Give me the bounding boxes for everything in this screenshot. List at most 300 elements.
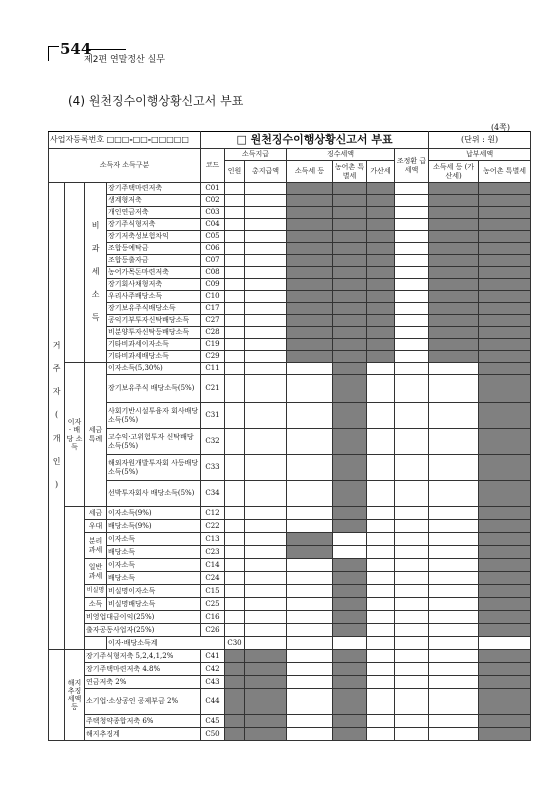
value-cell [479, 546, 531, 559]
row-code: C05 [201, 231, 225, 243]
value-cell [395, 291, 429, 303]
value-cell [225, 533, 245, 546]
value-cell [225, 207, 245, 219]
value-cell [429, 507, 479, 520]
value-cell [429, 403, 479, 429]
row-label: 기타비과세이자소득 [107, 339, 201, 351]
value-cell [245, 267, 287, 279]
value-cell [395, 520, 429, 533]
row-code: C21 [201, 375, 225, 403]
value-cell [479, 481, 531, 507]
table-row [49, 195, 531, 207]
value-cell [429, 663, 479, 676]
value-cell [429, 611, 479, 624]
table-row [49, 339, 531, 351]
value-cell [287, 351, 333, 363]
value-cell [287, 429, 333, 455]
value-cell [479, 339, 531, 351]
table-row [49, 243, 531, 255]
value-cell [429, 327, 479, 339]
value-cell [225, 327, 245, 339]
value-cell [367, 351, 395, 363]
table-row [49, 279, 531, 291]
value-cell [429, 559, 479, 572]
value-cell [245, 291, 287, 303]
value-cell [395, 279, 429, 291]
value-cell [245, 183, 287, 195]
value-cell [395, 546, 429, 559]
table-row [49, 303, 531, 315]
value-cell [245, 676, 287, 689]
table-row [49, 481, 531, 507]
value-cell [429, 375, 479, 403]
value-cell [429, 624, 479, 637]
value-cell [479, 637, 531, 650]
value-cell [429, 572, 479, 585]
header-withheld: 징수세액 [287, 149, 395, 161]
value-cell [395, 231, 429, 243]
row-label: 공익기부투자신탁배당소득 [107, 315, 201, 327]
row-label: 기타비과세배당소득 [107, 351, 201, 363]
row-label: 장기보유주식배당소득 [107, 303, 201, 315]
value-cell [479, 195, 531, 207]
value-cell [225, 663, 245, 676]
header-penalty: 가산세 [367, 161, 395, 183]
value-cell [333, 507, 367, 520]
value-cell [287, 559, 333, 572]
value-cell [333, 520, 367, 533]
page-corner-line [48, 46, 59, 61]
value-cell [395, 481, 429, 507]
value-cell [479, 520, 531, 533]
value-cell [333, 327, 367, 339]
row-label: 배당소득(9%) [107, 520, 201, 533]
value-cell [225, 231, 245, 243]
value-cell [367, 455, 395, 481]
value-cell [429, 650, 479, 663]
value-cell [367, 195, 395, 207]
value-cell [287, 689, 333, 715]
value-cell [225, 611, 245, 624]
row-code: C16 [201, 611, 225, 624]
table-row [49, 351, 531, 363]
value-cell [429, 183, 479, 195]
value-cell [429, 255, 479, 267]
row-label: 비실명배당소득 [107, 598, 201, 611]
value-cell [287, 327, 333, 339]
value-cell [225, 183, 245, 195]
value-cell [395, 598, 429, 611]
value-cell [245, 598, 287, 611]
value-cell [429, 351, 479, 363]
prefix-tax: 세금 [85, 507, 107, 520]
header-adjusted: 조정환 급세액 [395, 149, 429, 183]
row-code: C43 [201, 676, 225, 689]
value-cell [479, 585, 531, 598]
row-label: 농어가목돈마련저축 [107, 267, 201, 279]
value-cell [479, 663, 531, 676]
value-cell [429, 231, 479, 243]
value-cell [367, 611, 395, 624]
value-cell [367, 546, 395, 559]
value-cell [245, 559, 287, 572]
value-cell [287, 279, 333, 291]
value-cell [395, 207, 429, 219]
value-cell [367, 219, 395, 231]
value-cell [429, 728, 479, 741]
row-label: 사회기반시설투융자 회사배당소득(5%) [107, 403, 201, 429]
value-cell [333, 279, 367, 291]
value-cell [395, 624, 429, 637]
value-cell [429, 637, 479, 650]
value-cell [479, 533, 531, 546]
value-cell [429, 195, 479, 207]
table-row [49, 507, 531, 520]
value-cell [333, 715, 367, 728]
value-cell [245, 546, 287, 559]
row-code: C08 [201, 267, 225, 279]
value-cell [367, 255, 395, 267]
page-number-rule [86, 49, 126, 50]
value-cell [395, 585, 429, 598]
table-row [49, 572, 531, 585]
value-cell [225, 279, 245, 291]
table-row [49, 650, 531, 663]
value-cell [287, 572, 333, 585]
prefix-pref: 우대 [85, 520, 107, 533]
row-label: 주택청약종합저축 6% [85, 715, 201, 728]
value-cell [429, 598, 479, 611]
value-cell [333, 676, 367, 689]
value-cell [287, 598, 333, 611]
value-cell [367, 403, 395, 429]
value-cell [479, 363, 531, 375]
value-cell [287, 546, 333, 559]
value-cell [245, 637, 287, 650]
value-cell [287, 481, 333, 507]
table-row [49, 663, 531, 676]
value-cell [479, 728, 531, 741]
row-code: C09 [201, 279, 225, 291]
value-cell [479, 689, 531, 715]
value-cell [429, 207, 479, 219]
value-cell [225, 291, 245, 303]
row-label: 장기저축성보험차익 [107, 231, 201, 243]
value-cell [429, 279, 479, 291]
value-cell [395, 637, 429, 650]
value-cell [245, 507, 287, 520]
value-cell [429, 546, 479, 559]
value-cell [367, 183, 395, 195]
row-code: C19 [201, 339, 225, 351]
row-label: 이자소득(9%) [107, 507, 201, 520]
row-label: 장기주식형저축 5,2,4,1,2% [85, 650, 201, 663]
value-cell [225, 375, 245, 403]
value-cell [395, 303, 429, 315]
value-cell [287, 207, 333, 219]
row-label: 비분양투자신탁등배당소득 [107, 327, 201, 339]
value-cell [245, 611, 287, 624]
value-cell [333, 351, 367, 363]
value-cell [429, 429, 479, 455]
value-cell [479, 598, 531, 611]
row-label: 고수익·고위험투자 신탁배당소득(5%) [107, 429, 201, 455]
value-cell [395, 507, 429, 520]
value-cell [245, 375, 287, 403]
value-cell [367, 303, 395, 315]
value-cell [225, 559, 245, 572]
value-cell [287, 339, 333, 351]
group-unreal-income: 소득 [85, 598, 107, 611]
value-cell [333, 207, 367, 219]
value-cell [333, 303, 367, 315]
value-cell [245, 243, 287, 255]
value-cell [395, 455, 429, 481]
row-code: C15 [201, 585, 225, 598]
value-cell [333, 572, 367, 585]
value-cell [225, 429, 245, 455]
value-cell [367, 231, 395, 243]
value-cell [479, 279, 531, 291]
value-cell [245, 255, 287, 267]
value-cell [367, 291, 395, 303]
value-cell [287, 715, 333, 728]
value-cell [287, 375, 333, 403]
value-cell [395, 533, 429, 546]
value-cell [225, 195, 245, 207]
value-cell [429, 481, 479, 507]
row-code: C41 [201, 650, 225, 663]
value-cell [333, 559, 367, 572]
value-cell [245, 481, 287, 507]
table-row [49, 637, 531, 650]
value-cell [367, 624, 395, 637]
value-cell [333, 611, 367, 624]
regno-label: 사업자등록번호 [50, 135, 105, 145]
row-code: C24 [201, 572, 225, 585]
row-label: 해지추징계 [85, 728, 201, 741]
value-cell [479, 624, 531, 637]
page-number: 544 [60, 40, 92, 58]
value-cell [245, 585, 287, 598]
value-cell [225, 598, 245, 611]
value-cell [333, 363, 367, 375]
value-cell [225, 315, 245, 327]
value-cell [395, 403, 429, 429]
row-code: C26 [201, 624, 225, 637]
row-code: C11 [201, 363, 225, 375]
value-cell [367, 637, 395, 650]
value-cell [479, 327, 531, 339]
value-cell [395, 676, 429, 689]
value-cell [333, 728, 367, 741]
value-cell [479, 455, 531, 481]
table-row [49, 267, 531, 279]
header-payment: 납부세액 [429, 149, 531, 161]
value-cell [367, 533, 395, 546]
value-cell [245, 315, 287, 327]
value-cell [333, 231, 367, 243]
table-row [49, 315, 531, 327]
value-cell [287, 624, 333, 637]
row-code: C45 [201, 715, 225, 728]
header-paid: 소득지급 [225, 149, 287, 161]
value-cell [395, 650, 429, 663]
value-cell [479, 403, 531, 429]
value-cell [333, 546, 367, 559]
value-cell [479, 315, 531, 327]
value-cell [367, 650, 395, 663]
row-code: C34 [201, 481, 225, 507]
value-cell [225, 243, 245, 255]
value-cell [287, 291, 333, 303]
value-cell [479, 207, 531, 219]
value-cell [333, 663, 367, 676]
row-label: 이자소득 [107, 533, 201, 546]
row-label: 비실명이자소득 [107, 585, 201, 598]
value-cell [429, 520, 479, 533]
row-label: 장기보유주식 배당소득(5%) [107, 375, 201, 403]
header-income: 소득자 소득구분 [49, 149, 201, 183]
value-cell [367, 481, 395, 507]
row-code: C33 [201, 455, 225, 481]
value-cell [287, 195, 333, 207]
value-cell [333, 650, 367, 663]
withholding-supplement-table [48, 131, 531, 741]
value-cell [245, 351, 287, 363]
table-row [49, 375, 531, 403]
value-cell [367, 598, 395, 611]
row-label: 장기회사채형저축 [107, 279, 201, 291]
value-cell [225, 624, 245, 637]
value-cell [429, 339, 479, 351]
row-code: C27 [201, 315, 225, 327]
header-rural-tax: 농어촌 특별세 [333, 161, 367, 183]
value-cell [245, 455, 287, 481]
row-label: 소기업·소상공인 공제부금 2% [85, 689, 201, 715]
row-label: 생계형저축 [107, 195, 201, 207]
value-cell [395, 351, 429, 363]
row-code: C03 [201, 207, 225, 219]
value-cell [479, 351, 531, 363]
value-cell [225, 650, 245, 663]
row-code: C44 [201, 689, 225, 715]
value-cell [333, 291, 367, 303]
table-row [49, 728, 531, 741]
value-cell [333, 533, 367, 546]
row-label: 출자공동사업자(25%) [85, 624, 201, 637]
table-row [49, 676, 531, 689]
value-cell [479, 559, 531, 572]
value-cell [429, 219, 479, 231]
table-row [49, 363, 531, 375]
value-cell [287, 520, 333, 533]
table-row [49, 624, 531, 637]
table-row [49, 611, 531, 624]
row-code: C28 [201, 327, 225, 339]
value-cell [287, 611, 333, 624]
value-cell [333, 375, 367, 403]
value-cell [225, 267, 245, 279]
regno-cell [49, 132, 201, 149]
row-label: 개인연금저축 [107, 207, 201, 219]
value-cell [429, 715, 479, 728]
value-cell [479, 676, 531, 689]
value-cell [287, 267, 333, 279]
header-income-tax: 소득세 등 [287, 161, 333, 183]
value-cell [225, 728, 245, 741]
value-cell [395, 195, 429, 207]
table-row [49, 291, 531, 303]
value-cell [287, 219, 333, 231]
value-cell [287, 303, 333, 315]
value-cell [395, 689, 429, 715]
regno-value: □□□-□□-□□□□□ [106, 134, 189, 145]
row-label: 배당소득 [107, 546, 201, 559]
row-code: C02 [201, 195, 225, 207]
section-heading: (4) 원천징수이행상황신고서 부표 [68, 94, 244, 108]
value-cell [429, 303, 479, 315]
value-cell [429, 585, 479, 598]
value-cell [287, 183, 333, 195]
row-code: C22 [201, 520, 225, 533]
value-cell [479, 255, 531, 267]
form-title: □ 원천징수이행상황신고서 부표 [201, 132, 429, 149]
value-cell [287, 507, 333, 520]
value-cell [479, 507, 531, 520]
value-cell [333, 481, 367, 507]
value-cell [287, 231, 333, 243]
value-cell [245, 429, 287, 455]
value-cell [225, 715, 245, 728]
value-cell [333, 585, 367, 598]
table-row [49, 715, 531, 728]
value-cell [479, 231, 531, 243]
value-cell [333, 403, 367, 429]
form-table-wrapper [48, 131, 530, 741]
row-label: 연금저축 2% [85, 676, 201, 689]
value-cell [395, 219, 429, 231]
value-cell [333, 195, 367, 207]
value-cell [245, 689, 287, 715]
value-cell [245, 715, 287, 728]
value-cell [367, 689, 395, 715]
value-cell [367, 267, 395, 279]
table-row [49, 429, 531, 455]
value-cell [367, 429, 395, 455]
group-interest: 이자 · 배당 소득 [65, 363, 85, 507]
value-cell [333, 315, 367, 327]
value-cell [479, 243, 531, 255]
row-label: 해외자원개발투자회 사등배당소득(5%) [107, 455, 201, 481]
header-pay-rural: 농어촌 특별세 [479, 161, 531, 183]
value-cell [245, 624, 287, 637]
value-cell [287, 403, 333, 429]
group-separate: 분리 과세 [85, 533, 107, 559]
value-cell [245, 650, 287, 663]
value-cell [333, 455, 367, 481]
row-code: C12 [201, 507, 225, 520]
table-row [49, 219, 531, 231]
value-cell [395, 339, 429, 351]
value-cell [333, 219, 367, 231]
value-cell [395, 375, 429, 403]
value-cell [333, 637, 367, 650]
chapter-title: 제2편 연말정산 실무 [84, 55, 166, 65]
row-spacer [85, 637, 107, 650]
value-cell [287, 663, 333, 676]
value-cell [225, 676, 245, 689]
